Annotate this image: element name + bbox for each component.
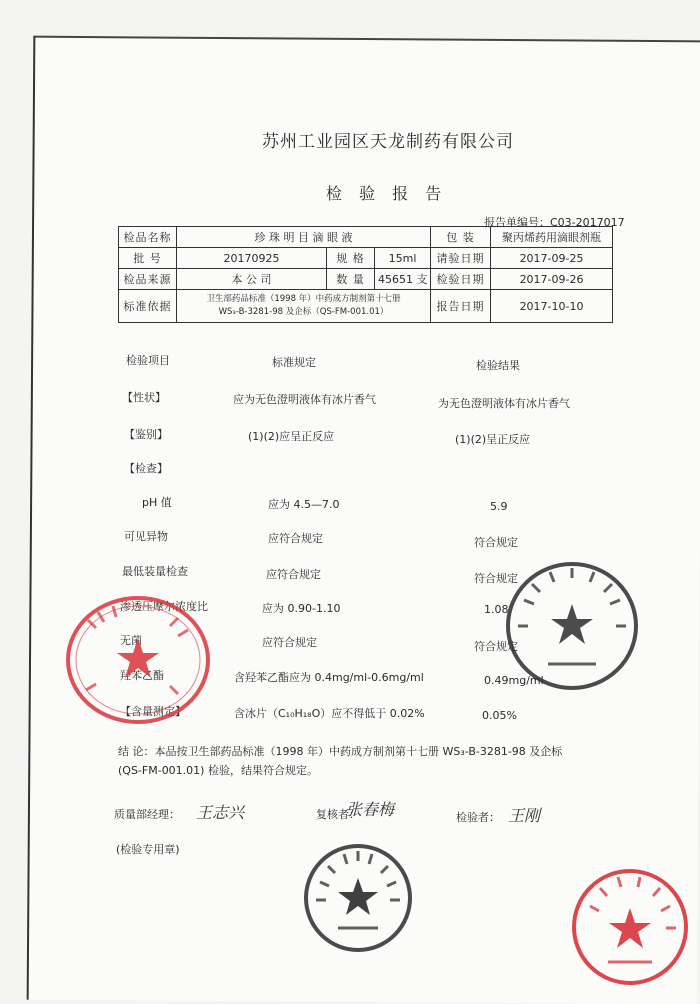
row-result: 符合规定 — [474, 640, 518, 653]
reviewer-signature: 张春梅 — [346, 800, 395, 819]
source-label: 检品来源 — [119, 269, 177, 290]
right-dark-stamp — [502, 560, 642, 696]
spec-label: 规 格 — [327, 248, 375, 269]
quantity-value: 45651 支 — [375, 269, 431, 290]
conclusion-line-1: 结 论：本品按卫生部药品标准（1998 年）中药成方制剂第十七册 WS₃-B-3281-98 及企标 — [118, 745, 563, 758]
conclusion-line-2: (QS-FM-001.01) 检验，结果符合规定。 — [118, 764, 318, 777]
row-result: (1)(2)呈正反应 — [455, 433, 531, 446]
row-result: 符合规定 — [474, 536, 518, 549]
row-standard: 应为 0.90-1.10 — [262, 602, 341, 615]
row-item: pH 值 — [142, 496, 172, 509]
report-title: 检 验 报 告 — [326, 184, 448, 203]
row-item: 最低装量检查 — [122, 565, 188, 578]
request-date-value: 2017-09-25 — [491, 248, 613, 269]
row-item: 【鉴别】 — [124, 428, 168, 441]
test-date-value: 2017-09-26 — [491, 269, 613, 290]
row-result: 1.08 — [484, 603, 509, 616]
row-standard: 应为 4.5—7.0 — [268, 498, 340, 511]
batch-value: 20170925 — [177, 248, 327, 269]
inspector-label: 检验者： — [456, 811, 500, 824]
source-value: 本 公 司 — [177, 269, 327, 290]
row-result: 0.49mg/ml — [484, 674, 544, 687]
reviewer-label: 复核者： — [316, 808, 360, 821]
row-standard: 应符合规定 — [266, 568, 321, 581]
batch-label: 批 号 — [119, 248, 177, 269]
info-table — [118, 226, 613, 323]
manager-label: 质量部经理： — [114, 808, 180, 821]
request-date-label: 请验日期 — [431, 248, 491, 269]
test-date-label: 检验日期 — [431, 269, 491, 290]
row-item: 羟苯乙酯 — [120, 669, 164, 682]
basis-value — [177, 290, 431, 323]
row-standard: 含羟苯乙酯应为 0.4mg/ml-0.6mg/ml — [234, 671, 424, 684]
row-item: 无菌 — [120, 634, 142, 647]
product-value: 珍 珠 明 目 滴 眼 液 — [177, 227, 431, 248]
row-item: 【含量测定】 — [120, 705, 186, 718]
row-item: 【检查】 — [124, 462, 168, 475]
row-standard: 应符合规定 — [262, 636, 317, 649]
spec-value: 15ml — [375, 248, 431, 269]
row-result: 为无色澄明液体有冰片香气 — [438, 397, 570, 410]
package-value: 聚丙烯药用滴眼剂瓶 — [491, 227, 613, 248]
row-standard: (1)(2)应呈正反应 — [248, 430, 335, 443]
col-result-header: 检验结果 — [476, 359, 520, 372]
product-label: 检品名称 — [119, 227, 177, 248]
report-date-value: 2017-10-10 — [491, 290, 613, 323]
row-item: 可见异物 — [124, 530, 168, 543]
company-seal-stamp — [302, 842, 414, 954]
row-result: 5.9 — [490, 500, 508, 513]
col-item-header: 检验项目 — [126, 354, 170, 367]
basis-label: 标准依据 — [119, 290, 177, 323]
col-standard-header: 标准规定 — [272, 356, 316, 369]
basis-line-1: 卫生部药品标准（1998 年）中药成方制剂第十七册 — [206, 294, 401, 304]
quantity-label: 数 量 — [327, 269, 375, 290]
row-item: 【性状】 — [122, 391, 166, 404]
row-item: 渗透压摩尔浓度比 — [120, 600, 208, 613]
row-result: 符合规定 — [474, 572, 518, 585]
package-label: 包 装 — [431, 227, 491, 248]
report-date-label: 报告日期 — [431, 290, 491, 323]
report-number: 报告单编号：C03-2017017 — [484, 216, 625, 229]
manager-signature: 王志兴 — [196, 803, 245, 822]
left-red-stamp — [58, 590, 218, 730]
inspector-signature: 王刚 — [508, 806, 541, 825]
row-result: 0.05% — [482, 709, 517, 722]
seal-label: (检验专用章) — [116, 843, 180, 856]
row-standard: 应符合规定 — [268, 532, 323, 545]
row-standard: 含冰片（C₁₀H₁₈O）应不得低于 0.02% — [234, 707, 425, 720]
conclusion — [118, 742, 638, 780]
corner-red-stamp — [568, 866, 692, 988]
row-standard: 应为无色澄明液体有冰片香气 — [233, 393, 376, 406]
company-name: 苏州工业园区天龙制药有限公司 — [262, 132, 514, 152]
basis-line-2: WS₃-B-3281-98 及企标（QS-FM-001.01） — [218, 307, 389, 317]
